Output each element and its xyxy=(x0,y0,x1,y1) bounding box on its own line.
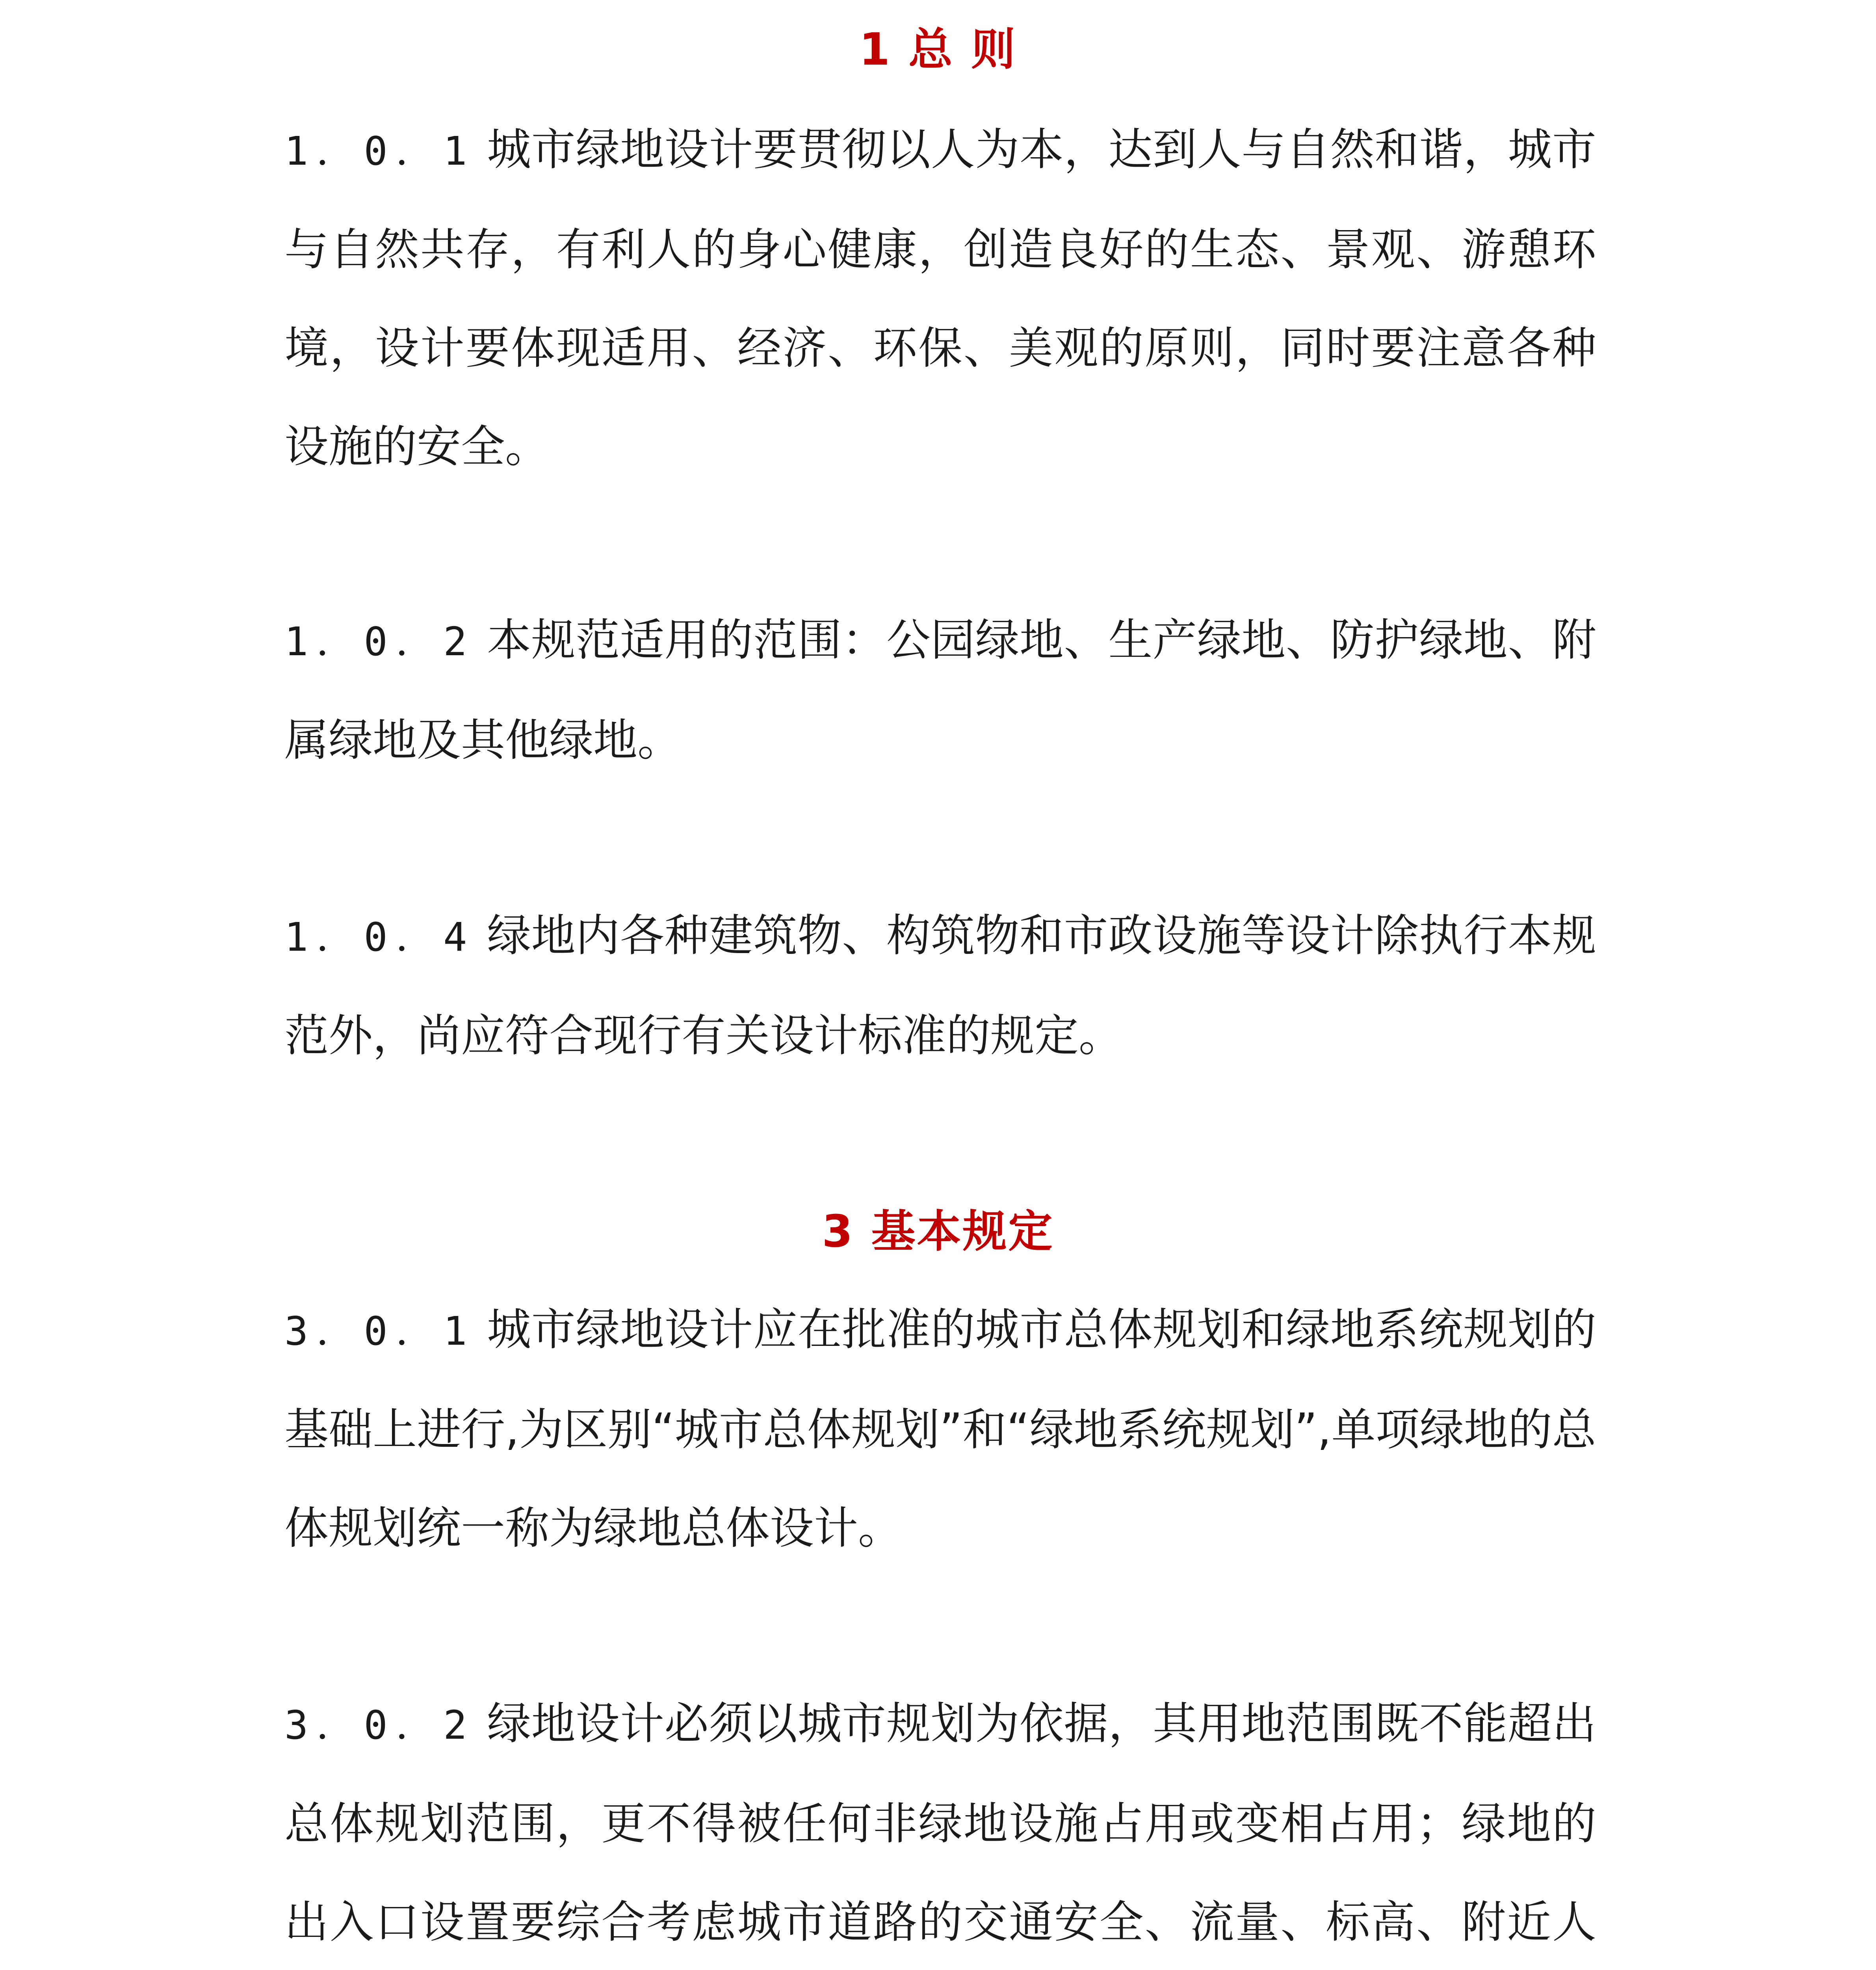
clause-number: 3．0．2 xyxy=(284,1702,475,1748)
section-title-basic-provisions: 3 基本规定 xyxy=(822,1206,1054,1257)
clause-1-0-2 xyxy=(284,591,1596,790)
clause-text: 绿地内各种建筑物、构筑物和市政设施等设计除执行本规范外，尚应符合现行有关设计标准的规定。 xyxy=(284,910,1596,1061)
clause-1-0-1 xyxy=(284,100,1596,496)
clause-text: 本规范适用的范围：公园绿地、生产绿地、防护绿地、附属绿地及其他绿地。 xyxy=(284,615,1596,766)
clause-number: 3．0．1 xyxy=(284,1308,475,1354)
clause-3-0-2 xyxy=(284,1674,1596,1970)
section-title-general-provisions: 1 总 则 xyxy=(859,24,1017,75)
clause-1-0-4 xyxy=(284,886,1596,1085)
clause-text: 绿地设计必须以城市规划为依据，其用地范围既不能超出总体规划范围，更不得被任何非绿地设施占用或变相占用；绿地的出入口设置要综合考虑城市道路的交通安全、流量、标高、附近人 xyxy=(284,1698,1596,1948)
clause-text: 城市绿地设计要贯彻以人为本，达到人与自然和谐，城市与自然共存，有利人的身心健康，创造良好的生态、景观、游憩环境，设计要体现适用、经济、环保、美观的原则，同时要注意各种设施的安全。 xyxy=(284,124,1596,472)
clause-number: 1．0．4 xyxy=(284,914,475,960)
clause-3-0-1 xyxy=(284,1280,1596,1578)
clause-number: 1．0．1 xyxy=(284,128,475,174)
clause-number: 1．0．2 xyxy=(284,619,475,665)
clause-text: 城市绿地设计应在批准的城市总体规划和绿地系统规划的基础上进行,为区别“城市总体规划”和“绿地系统规划”,单项绿地的总体规划统一称为绿地总体设计。 xyxy=(284,1304,1596,1554)
